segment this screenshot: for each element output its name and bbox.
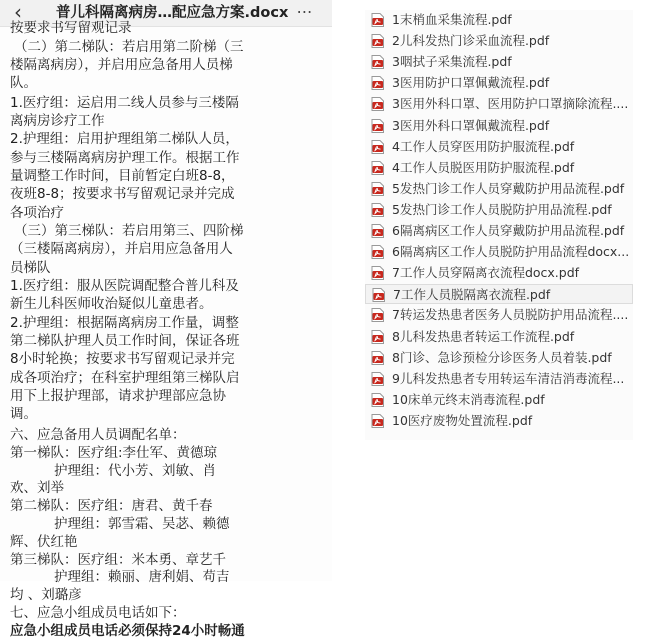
file-item[interactable] [365,263,633,283]
file-item[interactable] [365,284,633,304]
file-item[interactable] [365,10,633,30]
file-item[interactable] [365,73,633,93]
pdf-file-icon [371,266,384,280]
file-item[interactable] [365,116,633,136]
document-line: （三楼隔离病房），并启用应急备用人 [10,241,233,257]
document-line: 用下上报护理部，请求护理部应急协 [10,388,226,404]
pdf-file-icon [371,140,384,154]
file-name: 10床单元终末消毒流程.pdf [392,391,545,407]
file-item[interactable] [365,94,633,114]
file-name: 8门诊、急诊预检分诊医务人员着装.pdf [392,349,612,365]
pdf-file-icon [371,97,384,111]
pdf-file-icon [371,245,384,259]
pdf-file-icon [371,55,384,69]
pdf-file-icon [371,393,384,407]
file-item[interactable] [365,200,633,220]
document-line: 第一梯队：医疗组:李仕军、黄德琼 [10,444,218,461]
file-name: 6隔离病区工作人员穿戴防护用品流程.pdf [392,223,625,238]
file-item[interactable] [365,411,633,431]
file-name: 3医用外科口罩、医用防护口罩摘除流程.... [392,96,629,112]
document-line: 七、应急小组成员电话如下： [10,605,186,622]
document-line: 参与三楼隔离病房护理工作。根据工作 [10,150,240,166]
document-line: （三）第三梯队：若启用第三、四阶梯 [14,223,244,239]
document-body [0,20,332,639]
pdf-file-icon [371,34,384,48]
document-line: 护理组：代小芳、刘敏、肖 [54,462,216,479]
more-dots-icon[interactable]: ⋯ [296,2,314,21]
file-item[interactable] [365,221,633,241]
document-line: 2.护理组：启用护理组第二梯队人员， [10,131,239,147]
document-line: 量调整工作时间，目前暂定白班8-8， [10,168,235,184]
pdf-file-icon [371,13,384,27]
file-name: 4工作人员脱医用防护服流程.pdf [392,159,575,175]
document-line: 1.医疗组：运启用二线人员参与三楼隔 [10,95,239,111]
pdf-file-icon [371,76,384,90]
file-item[interactable] [365,31,633,51]
document-line: 离病房诊疗工作 [10,113,105,129]
file-name: 1末梢血采集流程.pdf [392,12,512,27]
document-line: 均 、刘璐彦 [10,587,82,604]
file-item[interactable] [365,158,633,178]
pdf-file-icon [371,182,384,196]
file-name: 3医用外科口罩佩戴流程.pdf [392,117,550,133]
file-name: 7工作人员穿隔离衣流程docx.pdf [392,265,580,281]
file-item[interactable] [365,52,633,72]
pdf-file-icon [371,351,384,365]
file-name: 3咽拭子采集流程.pdf [392,54,512,70]
pdf-file-icon [371,203,384,217]
file-list [365,10,633,440]
chevron-left-icon[interactable]: ‹ [14,0,22,24]
document-line: 护理组：郭雪霜、吴苾、赖德 [54,516,230,532]
pdf-file-icon [371,308,384,322]
document-line: 护理组：赖丽、唐利娟、苟吉 [54,569,230,586]
pdf-file-icon [371,372,384,386]
file-item[interactable] [365,137,633,157]
document-line: 六、应急备用人员调配名单： [10,427,186,443]
file-name: 7转运发热患者医务人员脱防护用品流程.... [392,307,629,323]
document-viewer [0,0,332,639]
document-line: 新生儿科医师收治疑似儿童患者。 [10,296,213,312]
file-item[interactable] [365,390,633,410]
pdf-file-icon [371,414,384,428]
file-name: 4工作人员穿医用防护服流程.pdf [392,138,575,154]
document-line: 欢、刘举 [10,480,64,497]
file-item[interactable] [365,327,633,347]
file-name: 5发热门诊工作人员脱防护用品流程.pdf [392,201,612,217]
pdf-file-icon [371,161,384,175]
document-line: 第二梯队护理人员工作时间，保证各班 [10,333,240,349]
file-name: 5发热门诊工作人员穿戴防护用品流程.pdf [392,180,625,196]
file-name: 8儿科发热患者转运工作流程.pdf [392,328,575,344]
pdf-file-icon [371,224,384,238]
document-line: 楼隔离病房），并启用应急备用人员梯 [10,57,233,73]
document-line: 员梯队 [10,260,51,276]
document-line: 应急小组成员电话必须保持24小时畅通 [10,622,245,639]
document-line: 第三梯队：医疗组：米本勇、章艺千 [10,551,226,568]
file-item[interactable] [365,305,633,325]
file-name: 10医疗废物处置流程.pdf [392,412,533,428]
file-name: 9儿科发热患者专用转运车清洁消毒流程... [392,370,625,386]
file-item[interactable] [365,179,633,199]
document-line: 第二梯队：医疗组：唐君、黄千春 [10,498,213,515]
file-item[interactable] [365,369,633,389]
document-line: 队。 [10,75,37,91]
document-line: 按要求书写留观记录 [10,20,132,36]
document-line: 调。 [10,406,37,422]
file-item[interactable] [365,348,633,368]
document-line: 夜班8-8；按要求书写留观记录并完成 [10,186,235,202]
pdf-file-icon [372,288,385,302]
document-line: （二）第二梯队：若启用第二阶梯（三 [14,39,244,55]
document-line: 1.医疗组：服从医院调配整合普儿科及 [10,278,239,294]
file-name: 3医用防护口罩佩戴流程.pdf [392,75,550,91]
pdf-file-icon [371,330,384,344]
document-line: 2.护理组：根据隔离病房工作量，调整 [10,315,239,331]
document-line: 8小时轮换；按要求书写留观记录并完 [10,351,235,367]
file-name: 2儿科发热门诊采血流程.pdf [392,33,550,49]
file-name: 6隔离病区工作人员脱防护用品流程docx... [392,244,630,260]
document-line: 各项治疗 [10,205,64,221]
pdf-file-icon [371,119,384,133]
document-line: 辉、伏红艳 [10,533,78,550]
document-line: 成各项治疗；在科室护理组第三梯队启 [10,370,240,386]
file-name: 7工作人员脱隔离衣流程.pdf [393,287,551,303]
document-title: 普儿科隔离病房…配应急方案.docx [56,5,289,21]
file-item[interactable] [365,242,633,262]
